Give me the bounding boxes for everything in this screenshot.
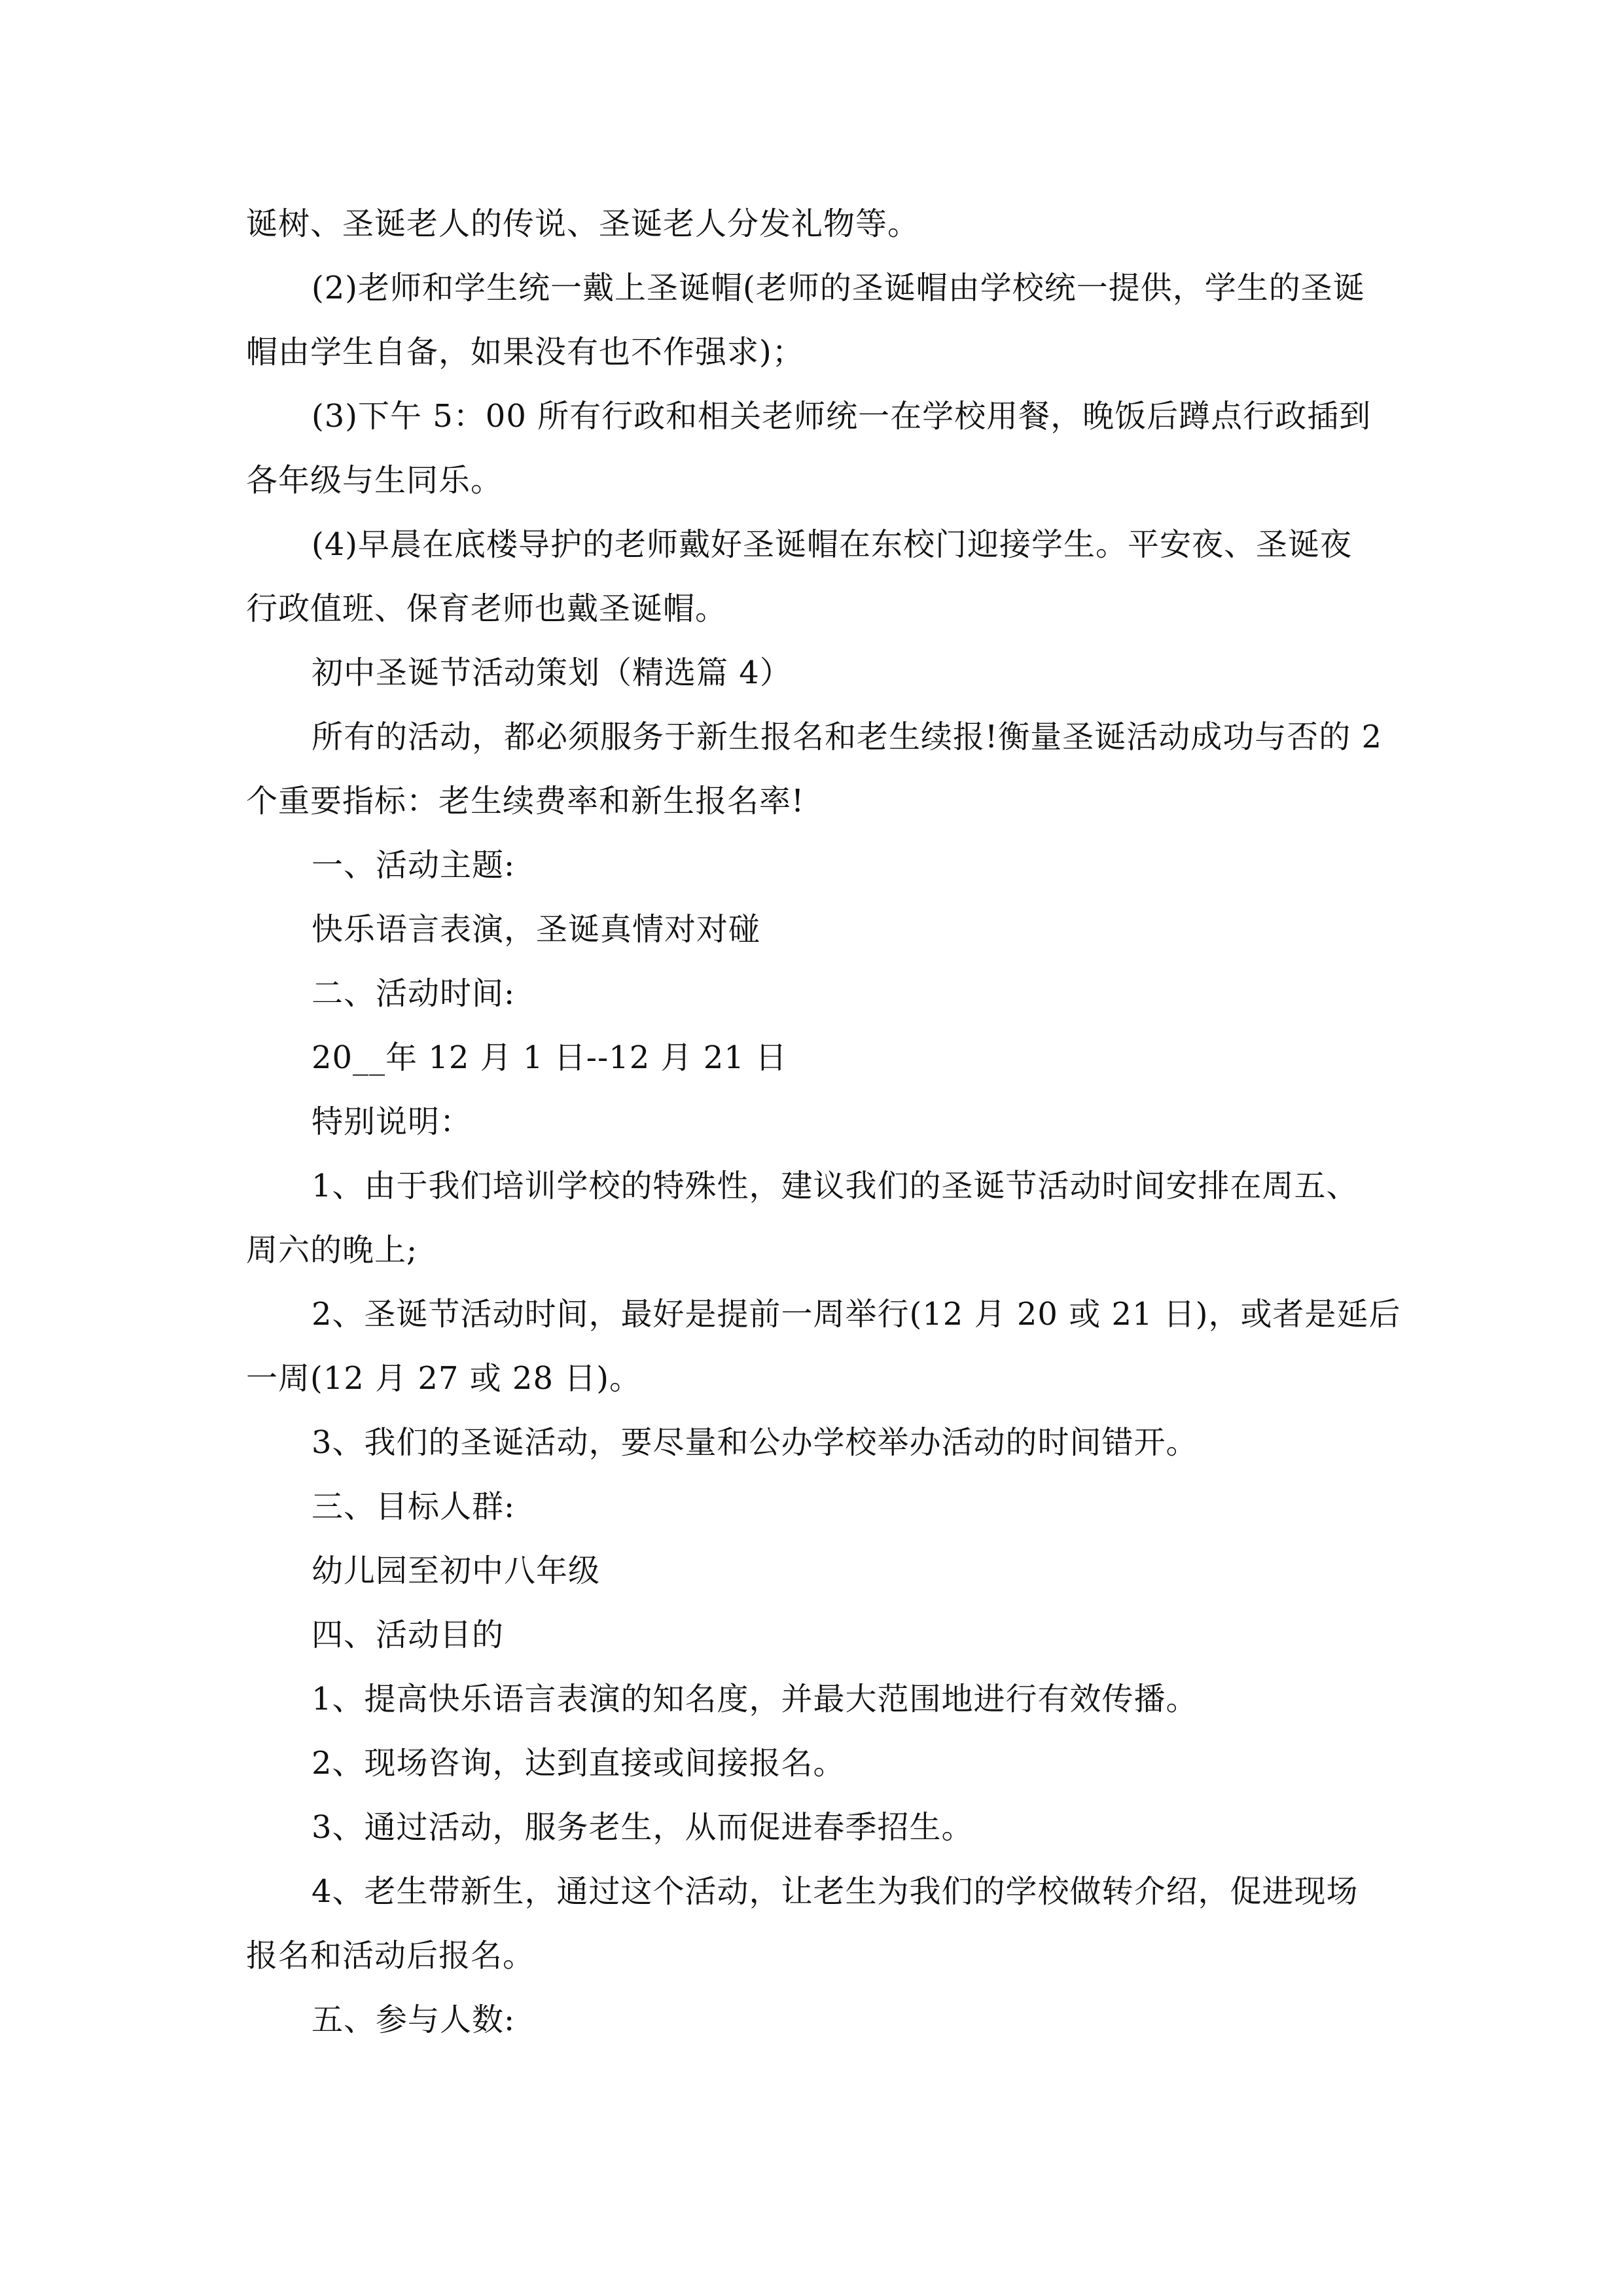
section-heading: 一、活动主题: bbox=[312, 847, 516, 884]
text-line: 报名和活动后报名。 bbox=[246, 1937, 535, 1974]
section-heading: 初中圣诞节活动策划（精选篇 4） bbox=[312, 655, 792, 691]
text-line: 特别说明： bbox=[312, 1103, 473, 1140]
text-line: 个重要指标：老生续费率和新生报名率! bbox=[246, 783, 805, 819]
text-line: (4)早晨在底楼导护的老师戴好圣诞帽在东校门迎接学生。平安夜、圣诞夜 bbox=[312, 526, 1352, 563]
text-line: 幼儿园至初中八年级 bbox=[312, 1552, 601, 1589]
text-line: 帽由学生自备，如果没有也不作强求)； bbox=[246, 334, 804, 370]
section-heading: 四、活动目的 bbox=[312, 1617, 505, 1653]
text-line: 快乐语言表演，圣诞真情对对碰 bbox=[312, 911, 761, 948]
section-heading: 三、目标人群: bbox=[312, 1488, 516, 1525]
text-line: 行政值班、保育老师也戴圣诞帽。 bbox=[246, 590, 728, 627]
text-line: 1、提高快乐语言表演的知名度，并最大范围地进行有效传播。 bbox=[312, 1681, 1198, 1717]
text-line: 20__年 12 月 1 日--12 月 21 日 bbox=[312, 1039, 788, 1076]
section-heading: 五、参与人数: bbox=[312, 2001, 516, 2038]
text-line: 各年级与生同乐。 bbox=[246, 462, 503, 499]
text-line: 诞树、圣诞老人的传说、圣诞老人分发礼物等。 bbox=[246, 206, 920, 242]
text-line: 3、我们的圣诞活动，要尽量和公办学校举办活动的时间错开。 bbox=[312, 1424, 1198, 1461]
text-line: 3、通过活动，服务老生，从而促进春季招生。 bbox=[312, 1809, 974, 1846]
text-line: 2、圣诞节活动时间，最好是提前一周举行(12 月 20 或 21 日)，或者是延后 bbox=[312, 1296, 1401, 1333]
text-line: 周六的晚上; bbox=[246, 1232, 418, 1268]
text-line: 2、现场咨询，达到直接或间接报名。 bbox=[312, 1745, 846, 1782]
text-line: 1、由于我们培训学校的特殊性，建议我们的圣诞节活动时间安排在周五、 bbox=[312, 1168, 1359, 1204]
text-line: (3)下午 5：00 所有行政和相关老师统一在学校用餐，晚饭后蹲点行政插到 bbox=[312, 398, 1372, 435]
text-line: 所有的活动，都必须服务于新生报名和老生续报!衡量圣诞活动成功与否的 2 bbox=[312, 719, 1383, 755]
document-page bbox=[246, 203, 1401, 2063]
section-heading: 二、活动时间: bbox=[312, 975, 516, 1012]
text-line: (2)老师和学生统一戴上圣诞帽(老师的圣诞帽由学校统一提供，学生的圣诞 bbox=[312, 270, 1365, 306]
text-line: 一周(12 月 27 或 28 日)。 bbox=[246, 1360, 641, 1397]
text-line: 4、老生带新生，通过这个活动，让老生为我们的学校做转介绍，促进现场 bbox=[312, 1873, 1359, 1910]
